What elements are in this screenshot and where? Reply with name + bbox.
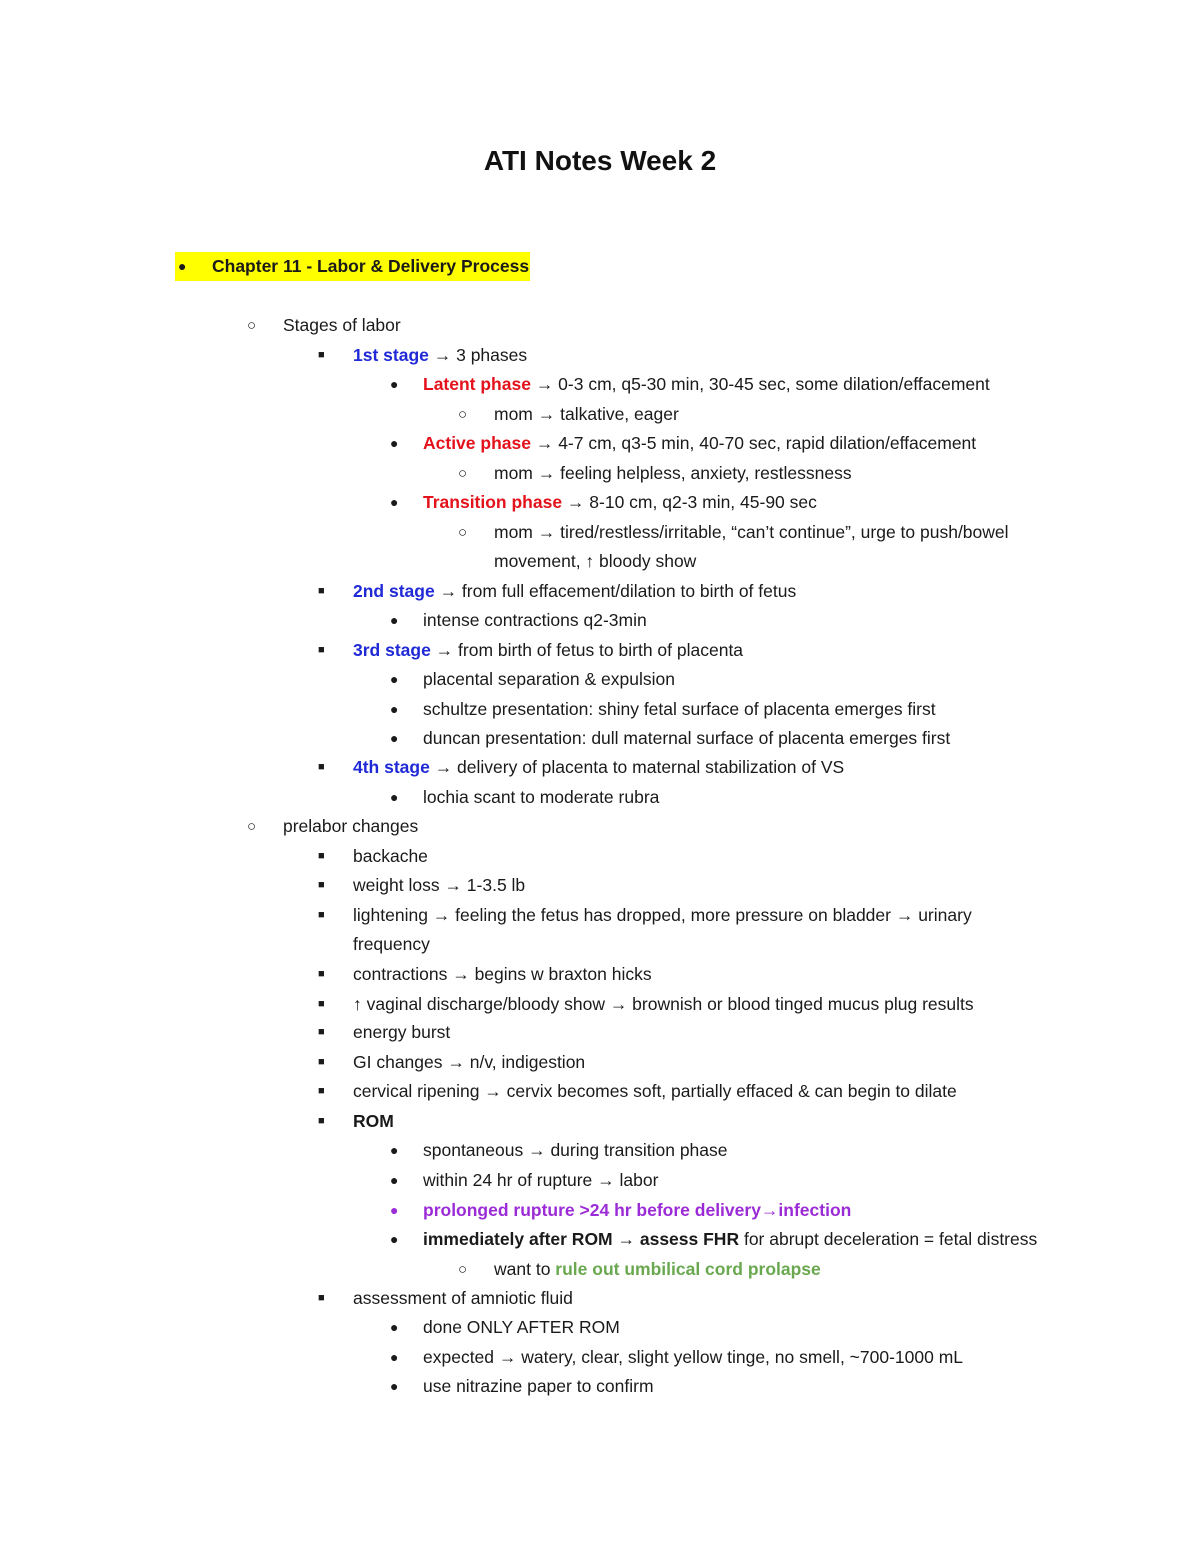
bullet-disc: ● <box>390 1231 399 1247</box>
bullet-disc: ● <box>390 730 399 746</box>
list-item: prelabor changes <box>283 816 419 836</box>
bullet-disc: ● <box>390 789 399 805</box>
bullet-disc: ● <box>390 494 399 510</box>
bullet-circle: ○ <box>247 317 257 334</box>
bullet-disc: ● <box>390 1202 399 1218</box>
bullet-square: ■ <box>318 879 325 891</box>
list-item: backache <box>353 846 428 866</box>
list-item: lightening → feeling the fetus has dropped, more pressure on bladder → urinary <box>353 905 972 925</box>
list-item: done ONLY AFTER ROM <box>423 1317 620 1337</box>
bullet-square: ■ <box>318 1085 325 1097</box>
list-item <box>353 341 527 371</box>
phase-label: Active phase <box>423 433 531 453</box>
bullet-square: ■ <box>318 1292 325 1304</box>
bullet-disc: ● <box>178 258 187 274</box>
bullet-disc: ● <box>390 376 399 392</box>
list-item: Stages of labor <box>283 315 401 335</box>
list-item: ROM <box>353 1111 394 1131</box>
bullet-disc: ● <box>390 1172 399 1188</box>
list-item: energy burst <box>353 1022 451 1042</box>
list-item: prolonged rupture >24 hr before delivery→infection <box>423 1200 852 1220</box>
phase-label: Latent phase <box>423 374 531 394</box>
list-item-text: for abrupt deceleration = fetal distress <box>739 1229 1038 1249</box>
list-item: spontaneous → during transition phase <box>423 1140 728 1160</box>
list-item: within 24 hr of rupture → labor <box>423 1170 659 1190</box>
list-item: schultze presentation: shiny fetal surface of placenta emerges first <box>423 699 936 719</box>
list-item <box>423 429 976 459</box>
bullet-circle: ○ <box>458 1261 468 1278</box>
emphasis-text: rule out umbilical cord prolapse <box>555 1259 821 1279</box>
bullet-square: ■ <box>318 761 325 773</box>
bullet-disc: ● <box>390 1349 399 1365</box>
list-item <box>423 488 817 518</box>
list-item: mom → tired/restless/irritable, “can’t continue”, urge to push/bowel <box>494 522 1009 542</box>
bullet-square: ■ <box>318 585 325 597</box>
bullet-circle: ○ <box>458 524 468 541</box>
stage-label: 3rd stage <box>353 640 431 660</box>
list-item-text: → 4-7 cm, q3-5 min, 40-70 sec, rapid dilation/effacement <box>530 433 977 453</box>
bullet-square: ■ <box>318 909 325 921</box>
list-item <box>423 1225 1037 1255</box>
list-item-text: → 8-10 cm, q2-3 min, 45-90 sec <box>562 492 817 512</box>
list-item: expected → watery, clear, slight yellow tinge, no smell, ~700-1000 mL <box>423 1347 964 1367</box>
list-item: GI changes → n/v, indigestion <box>353 1052 586 1072</box>
bullet-square: ■ <box>318 1026 325 1038</box>
list-item: intense contractions q2-3min <box>423 610 647 630</box>
bullet-circle: ○ <box>247 818 257 835</box>
bullet-square: ■ <box>318 998 325 1010</box>
emphasis-text: immediately after ROM → assess FHR <box>423 1229 740 1249</box>
phase-label: Transition phase <box>423 492 563 512</box>
bullet-disc: ● <box>390 1319 399 1335</box>
list-item: lochia scant to moderate rubra <box>423 787 660 807</box>
bullet-square: ■ <box>318 349 325 361</box>
stage-label: 4th stage <box>353 757 430 777</box>
list-item-text: → 3 phases <box>428 345 528 365</box>
list-item-text: → from birth of fetus to birth of placenta <box>430 640 744 660</box>
list-item-text: → from full effacement/dilation to birth of fetus <box>434 581 797 601</box>
list-item: mom → talkative, eager <box>494 404 679 424</box>
bullet-square: ■ <box>318 644 325 656</box>
list-item-continuation: frequency <box>353 934 430 954</box>
list-item: assessment of amniotic fluid <box>353 1288 573 1308</box>
list-item: cervical ripening → cervix becomes soft, partially effaced & can begin to dilate <box>353 1081 957 1101</box>
stage-label: 2nd stage <box>353 581 435 601</box>
bullet-circle: ○ <box>458 465 468 482</box>
page-title: ATI Notes Week 2 <box>483 145 717 176</box>
list-item: ↑ vaginal discharge/bloody show → brownish or blood tinged mucus plug results <box>353 994 974 1014</box>
bullet-disc: ● <box>390 1142 399 1158</box>
list-item-continuation: movement, ↑ bloody show <box>494 551 697 571</box>
list-item: use nitrazine paper to confirm <box>423 1376 654 1396</box>
list-item <box>353 753 844 783</box>
bullet-square: ■ <box>318 968 325 980</box>
bullet-square: ■ <box>318 1056 325 1068</box>
list-item <box>353 577 796 607</box>
bullet-circle: ○ <box>458 406 468 423</box>
bullet-disc: ● <box>390 701 399 717</box>
list-item: placental separation & expulsion <box>423 669 675 689</box>
list-item: weight loss → 1-3.5 lb <box>353 875 526 895</box>
list-item-text: → delivery of placenta to maternal stabilization of VS <box>429 757 845 777</box>
bullet-disc: ● <box>390 1378 399 1394</box>
list-item <box>423 370 990 400</box>
list-item <box>494 1255 821 1285</box>
list-item <box>353 636 743 666</box>
list-item: duncan presentation: dull maternal surface of placenta emerges first <box>423 728 951 748</box>
list-item-text: want to <box>494 1259 556 1279</box>
list-item: mom → feeling helpless, anxiety, restlessness <box>494 463 852 483</box>
bullet-disc: ● <box>390 435 399 451</box>
bullet-square: ■ <box>318 1115 325 1127</box>
bullet-square: ■ <box>318 850 325 862</box>
list-item-text: → 0-3 cm, q5-30 min, 30-45 sec, some dilation/effacement <box>530 374 990 394</box>
bullet-disc: ● <box>390 612 399 628</box>
stage-label: 1st stage <box>353 345 429 365</box>
chapter-heading: Chapter 11 - Labor & Delivery Process <box>212 256 530 276</box>
bullet-disc: ● <box>390 671 399 687</box>
list-item: contractions → begins w braxton hicks <box>353 964 652 984</box>
